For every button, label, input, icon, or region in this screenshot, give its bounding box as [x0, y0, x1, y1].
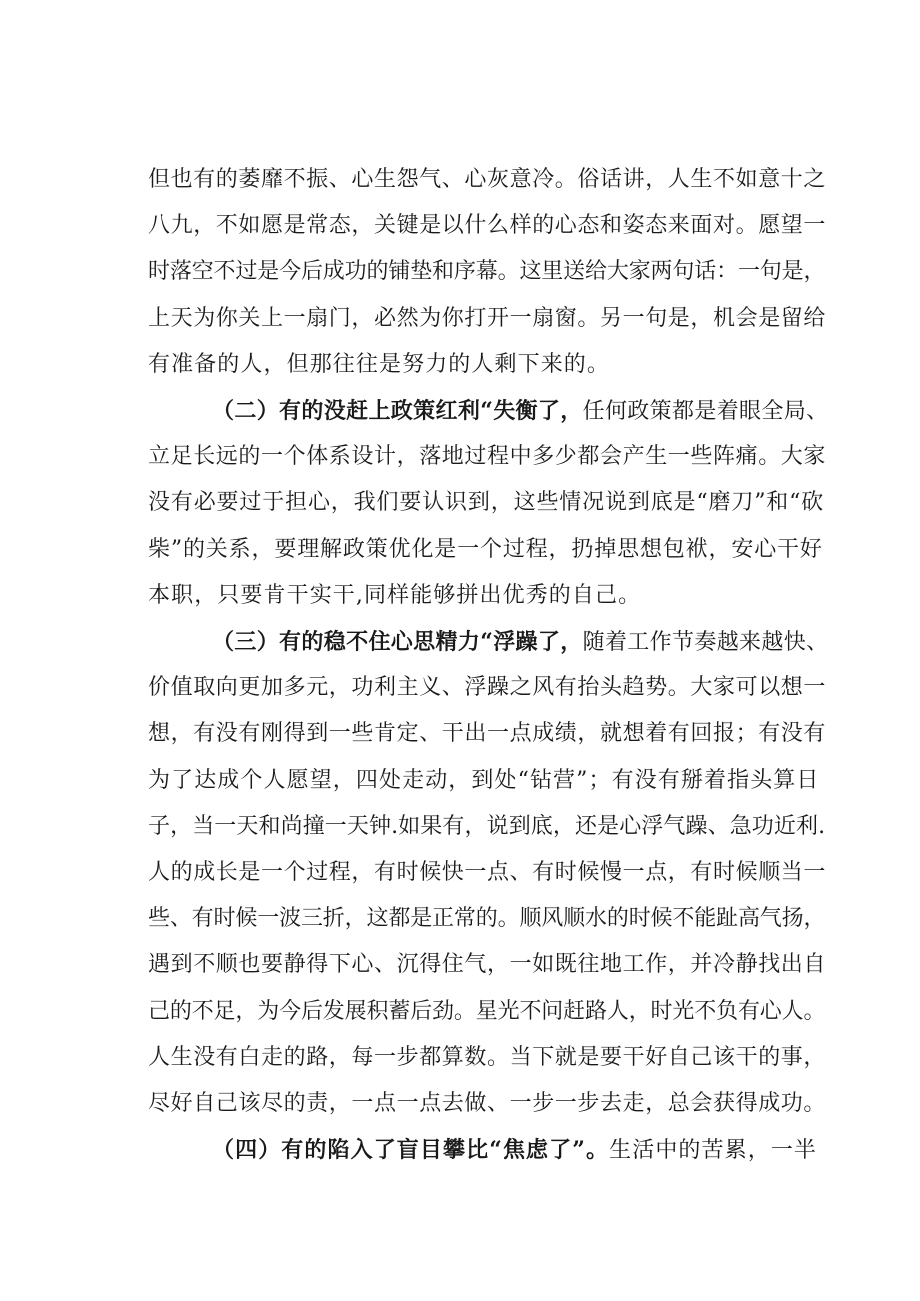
text-line: 尽好自己该尽的责，一点一点去做、一步一步去走，总会获得成功。 — [148, 1091, 827, 1116]
text-line: 人的成长是一个过程，有时候快一点、有时候慢一点，有时候顺当一 — [148, 860, 827, 885]
section-heading: （二）有的没赶上政策红利“失衡了， — [212, 398, 583, 424]
text-line: 立足长远的一个体系设计，落地过程中多少都会产生一些阵痛。大家 — [148, 444, 827, 470]
text-line: 但也有的萎靡不振、心生怨气、心灰意冷。俗话讲，人生不如意十之 — [148, 167, 827, 192]
paragraph-first-line — [212, 619, 828, 665]
heading-continuation: 任何政策都是着眼全局、 — [582, 399, 829, 424]
text-line: 本职，只要肯干实干,同样能够拼出优秀的自己。 — [148, 582, 642, 608]
text-line: 为了达成个人愿望，四处走动，到处“钻营”；有没有掰着指头算日 — [148, 767, 820, 793]
paragraph-first-line — [212, 388, 828, 434]
section-heading: （三）有的稳不住心思精力“浮躁了， — [212, 629, 583, 655]
text-line: 些、有时候一波三折，这都是正常的。顺风顺水的时候不能趾高气扬， — [148, 906, 826, 932]
text-line: 遇到不顺也要静得下心、沉得住气，一如既往地工作，并冷静找出自 — [148, 952, 827, 978]
section-heading: （四）有的陷入了盲目攀比“焦虑了”。 — [212, 1137, 610, 1164]
text-line: 柴”的关系，要理解政策优化是一个过程，扔掉思想包袱，安心干好 — [148, 536, 823, 562]
text-line: 上天为你关上一扇门，必然为你打开一扇窗。另一句是，机会是留给 — [148, 305, 827, 331]
text-line: 没有必要过于担心，我们要认识到，这些情况说到底是“磨刀”和“砍 — [148, 490, 825, 516]
text-line: 想，有没有刚得到一些肯定、干出一点成绩，就想着有回报；有没有 — [148, 721, 827, 747]
text-line: 己的不足，为今后发展积蓄后劲。星光不问赶路人，时光不负有心人。 — [148, 998, 826, 1024]
text-line: 有准备的人，但那往往是努力的人剩下来的。 — [148, 351, 611, 377]
text-line: 八九，不如愿是常态，关键是以什么样的心态和姿态来面对。愿望一 — [148, 213, 827, 239]
heading-continuation: 生活中的苦累，一半 — [609, 1138, 818, 1164]
paragraph-first-line — [212, 1127, 828, 1173]
heading-continuation: 随着工作节奏越来越快、 — [582, 630, 829, 655]
text-line: 子，当一天和尚撞一天钟.如果有，说到底，还是心浮气躁、急功近利. — [148, 813, 826, 839]
text-line: 人生没有白走的路，每一步都算数。当下就是要干好自己该干的事， — [148, 1044, 827, 1070]
text-line: 时落空不过是今后成功的铺垫和序幕。这里送给大家两句话：一句是， — [148, 259, 826, 285]
text-line: 价值取向更加多元，功利主义、浮躁之风有抬头趋势。大家可以想一 — [148, 675, 827, 701]
